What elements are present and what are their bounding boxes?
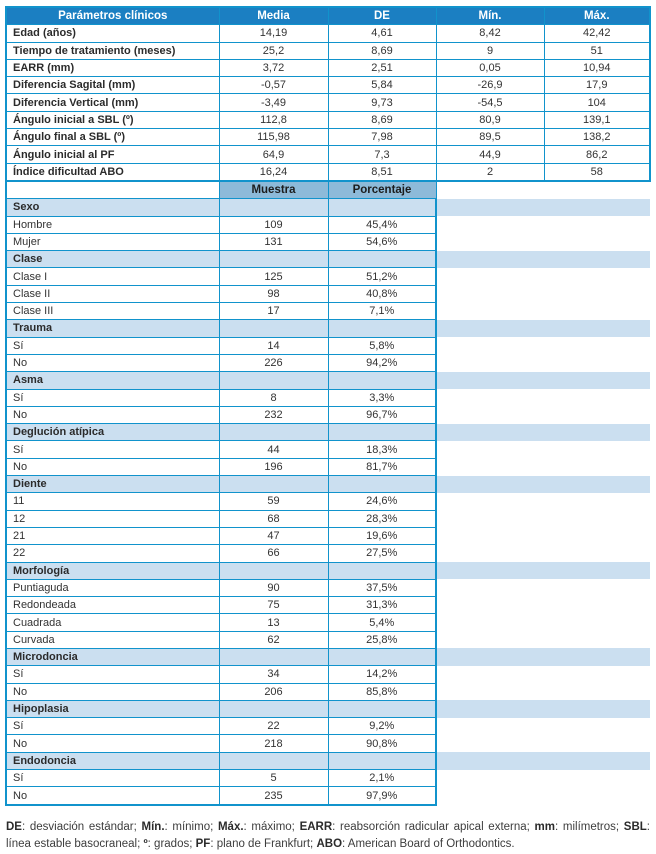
ghost-cell: [436, 458, 544, 475]
table-row: [6, 666, 650, 683]
ghost-cell: [436, 285, 544, 302]
param-label: Tiempo de tratamiento (meses): [6, 42, 219, 59]
table-row: [6, 545, 650, 562]
item-label: No: [6, 683, 219, 700]
table-row: [6, 163, 650, 181]
ghost-cell: [544, 354, 650, 371]
category-empty-cell: [219, 476, 328, 493]
sample-value: 17: [219, 303, 328, 320]
ghost-cell: [436, 735, 544, 752]
ghost-cell: [436, 199, 544, 216]
category-empty-cell: [328, 648, 436, 665]
sample-value: 206: [219, 683, 328, 700]
ghost-cell: [436, 527, 544, 544]
footnote-def: : desviación estándar;: [21, 820, 142, 833]
ghost-cell: [544, 493, 650, 510]
ghost-cell: [436, 579, 544, 596]
ghost-cell: [436, 372, 544, 389]
category-empty-cell: [219, 562, 328, 579]
stat-value: 17,9: [544, 77, 650, 94]
stat-value: 8,69: [328, 111, 436, 128]
sample-value: 235: [219, 787, 328, 805]
category-row: [6, 251, 650, 268]
item-label: Sí: [6, 666, 219, 683]
ghost-cell: [544, 614, 650, 631]
table-row: [6, 787, 650, 805]
ghost-cell: [544, 735, 650, 752]
sample-value: 14: [219, 337, 328, 354]
item-label: Sí: [6, 441, 219, 458]
table-row: [6, 285, 650, 302]
percent-value: 40,8%: [328, 285, 436, 302]
table-row: [6, 510, 650, 527]
stat-value: 10,94: [544, 59, 650, 76]
footnote-term: ABO: [316, 838, 343, 851]
percent-value: 24,6%: [328, 493, 436, 510]
footnote-term: DE: [6, 820, 22, 833]
percent-value: 2,1%: [328, 770, 436, 787]
ghost-cell: [544, 476, 650, 493]
item-label: Redondeada: [6, 597, 219, 614]
stat-value: 4,61: [328, 25, 436, 42]
category-empty-cell: [328, 372, 436, 389]
table-row: [6, 614, 650, 631]
ghost-cell: [436, 631, 544, 648]
table-row: [6, 25, 650, 42]
ghost-cell: [436, 268, 544, 285]
ghost-cell: [436, 251, 544, 268]
stat-value: 138,2: [544, 129, 650, 146]
stat-value: 42,42: [544, 25, 650, 42]
category-row: [6, 752, 650, 769]
category-empty-cell: [219, 320, 328, 337]
sample-value: 8: [219, 389, 328, 406]
percent-value: 19,6%: [328, 527, 436, 544]
category-label: Hipoplasia: [6, 700, 219, 717]
item-label: Sí: [6, 770, 219, 787]
sample-value: 232: [219, 406, 328, 423]
footnote-def: : American Board of Orthodontics.: [342, 838, 515, 851]
percent-value: 45,4%: [328, 216, 436, 233]
sample-value: 90: [219, 579, 328, 596]
sample-value: 226: [219, 354, 328, 371]
percent-value: 28,3%: [328, 510, 436, 527]
item-label: No: [6, 787, 219, 805]
col-header: DE: [328, 7, 436, 25]
category-label: Clase: [6, 251, 219, 268]
sample-value: 5: [219, 770, 328, 787]
footnote-term: PF: [195, 838, 211, 851]
stat-value: 58: [544, 163, 650, 181]
sample-value: 98: [219, 285, 328, 302]
ghost-cell: [544, 320, 650, 337]
ghost-cell: [436, 493, 544, 510]
percent-value: 51,2%: [328, 268, 436, 285]
table-row: [6, 42, 650, 59]
stat-value: 80,9: [436, 111, 544, 128]
footnote-term: Máx.: [217, 820, 244, 833]
ghost-cell: [544, 631, 650, 648]
item-label: No: [6, 458, 219, 475]
param-label: Ángulo inicial a SBL (º): [6, 111, 219, 128]
table-row: [6, 493, 650, 510]
ghost-cell: [544, 510, 650, 527]
percent-value: 27,5%: [328, 545, 436, 562]
percent-value: 14,2%: [328, 666, 436, 683]
param-label: Diferencia Vertical (mm): [6, 94, 219, 111]
category-empty-cell: [328, 320, 436, 337]
item-label: Sí: [6, 718, 219, 735]
category-label: Deglución atípica: [6, 424, 219, 441]
ghost-cell: [436, 354, 544, 371]
stat-value: 64,9: [219, 146, 328, 163]
percent-value: 85,8%: [328, 683, 436, 700]
stat-value: 2: [436, 163, 544, 181]
category-row: [6, 562, 650, 579]
ghost-cell: [544, 718, 650, 735]
sample-value: 68: [219, 510, 328, 527]
item-label: Clase II: [6, 285, 219, 302]
ghost-cell: [436, 648, 544, 665]
table-row: [6, 337, 650, 354]
item-label: Sí: [6, 337, 219, 354]
ghost-cell: [544, 458, 650, 475]
category-label: Diente: [6, 476, 219, 493]
param-label: Edad (años): [6, 25, 219, 42]
sample-value: 125: [219, 268, 328, 285]
stat-value: 8,69: [328, 42, 436, 59]
percent-value: 7,1%: [328, 303, 436, 320]
percent-value: 9,2%: [328, 718, 436, 735]
item-label: Clase I: [6, 268, 219, 285]
param-label: Índice dificultad ABO: [6, 163, 219, 181]
stat-value: 25,2: [219, 42, 328, 59]
ghost-cell: [544, 233, 650, 250]
sample-value: 218: [219, 735, 328, 752]
item-label: No: [6, 735, 219, 752]
category-label: Asma: [6, 372, 219, 389]
stat-value: 7,98: [328, 129, 436, 146]
item-label: No: [6, 406, 219, 423]
sample-value: 109: [219, 216, 328, 233]
category-row: [6, 700, 650, 717]
percent-value: 96,7%: [328, 406, 436, 423]
footnote-term: EARR: [299, 820, 333, 833]
ghost-cell: [436, 181, 544, 199]
ghost-cell: [544, 372, 650, 389]
item-label: 21: [6, 527, 219, 544]
ghost-cell: [436, 545, 544, 562]
item-label: Mujer: [6, 233, 219, 250]
table-row: [6, 770, 650, 787]
sample-col-header: Muestra: [219, 181, 328, 199]
category-label: Endodoncia: [6, 752, 219, 769]
ghost-cell: [544, 752, 650, 769]
ghost-cell: [436, 700, 544, 717]
ghost-cell: [544, 648, 650, 665]
ghost-cell: [544, 216, 650, 233]
sample-value: 47: [219, 527, 328, 544]
percent-value: 97,9%: [328, 787, 436, 805]
stat-value: -26,9: [436, 77, 544, 94]
category-empty-cell: [219, 251, 328, 268]
table-row: [6, 389, 650, 406]
stat-value: 104: [544, 94, 650, 111]
stat-value: 0,05: [436, 59, 544, 76]
percent-value: 25,8%: [328, 631, 436, 648]
category-empty-cell: [328, 476, 436, 493]
ghost-cell: [544, 579, 650, 596]
percent-value: 94,2%: [328, 354, 436, 371]
ghost-cell: [544, 251, 650, 268]
ghost-cell: [436, 389, 544, 406]
item-label: 12: [6, 510, 219, 527]
footnote-term: Mín.: [141, 820, 165, 833]
ghost-cell: [544, 683, 650, 700]
stat-value: -3,49: [219, 94, 328, 111]
col-header: Media: [219, 7, 328, 25]
table-row: [6, 441, 650, 458]
ghost-cell: [544, 545, 650, 562]
category-label: Trauma: [6, 320, 219, 337]
stat-value: -54,5: [436, 94, 544, 111]
percent-value: 37,5%: [328, 579, 436, 596]
category-empty-cell: [219, 424, 328, 441]
param-label: Ángulo final a SBL (º): [6, 129, 219, 146]
category-empty-cell: [219, 700, 328, 717]
ghost-cell: [544, 787, 650, 805]
percent-value: 3,3%: [328, 389, 436, 406]
percent-value: 18,3%: [328, 441, 436, 458]
footnote-term: mm: [534, 820, 555, 833]
sample-value: 13: [219, 614, 328, 631]
category-empty-cell: [328, 562, 436, 579]
sample-value: 59: [219, 493, 328, 510]
footnote-def: : reabsorción radicular apical externa;: [332, 820, 535, 833]
category-empty-cell: [219, 372, 328, 389]
stat-value: 3,72: [219, 59, 328, 76]
ghost-cell: [436, 233, 544, 250]
ghost-cell: [544, 199, 650, 216]
table-row: [6, 268, 650, 285]
stat-value: 8,42: [436, 25, 544, 42]
table-row: [6, 579, 650, 596]
percent-col-header: Porcentaje: [328, 181, 436, 199]
stat-value: 112,8: [219, 111, 328, 128]
category-empty-cell: [328, 424, 436, 441]
ghost-cell: [544, 527, 650, 544]
stat-value: 5,84: [328, 77, 436, 94]
table-row: [6, 406, 650, 423]
category-empty-cell: [219, 648, 328, 665]
ghost-cell: [436, 562, 544, 579]
percent-value: 5,8%: [328, 337, 436, 354]
ghost-cell: [544, 562, 650, 579]
item-label: Clase III: [6, 303, 219, 320]
stat-value: 86,2: [544, 146, 650, 163]
stat-value: 89,5: [436, 129, 544, 146]
ghost-cell: [544, 181, 650, 199]
percent-value: 5,4%: [328, 614, 436, 631]
item-label: 22: [6, 545, 219, 562]
ghost-cell: [544, 770, 650, 787]
stat-value: 2,51: [328, 59, 436, 76]
category-row: [6, 372, 650, 389]
footnote-def: : milímetros;: [555, 820, 624, 833]
category-row: [6, 424, 650, 441]
ghost-cell: [436, 752, 544, 769]
stat-value: 9,73: [328, 94, 436, 111]
ghost-cell: [544, 285, 650, 302]
percent-value: 31,3%: [328, 597, 436, 614]
table-row: [6, 94, 650, 111]
footnote-term: º: [143, 838, 148, 851]
category-empty-cell: [328, 752, 436, 769]
item-label: Cuadrada: [6, 614, 219, 631]
stat-value: 115,98: [219, 129, 328, 146]
category-row: [6, 476, 650, 493]
table-row: [6, 129, 650, 146]
subheader-spacer-cell: [6, 181, 219, 199]
sample-value: 22: [219, 718, 328, 735]
ghost-cell: [544, 406, 650, 423]
ghost-cell: [436, 216, 544, 233]
ghost-cell: [544, 337, 650, 354]
category-row: [6, 648, 650, 665]
sample-value: 131: [219, 233, 328, 250]
table-row: [6, 303, 650, 320]
category-empty-cell: [328, 700, 436, 717]
ghost-cell: [436, 337, 544, 354]
footnote-def: : mínimo;: [164, 820, 218, 833]
ghost-cell: [436, 424, 544, 441]
table-row: [6, 233, 650, 250]
category-empty-cell: [219, 199, 328, 216]
ghost-cell: [436, 476, 544, 493]
table-row: [6, 111, 650, 128]
ghost-cell: [436, 614, 544, 631]
stat-value: 16,24: [219, 163, 328, 181]
sample-value: 66: [219, 545, 328, 562]
footnote-def: : máximo;: [243, 820, 300, 833]
category-label: Morfología: [6, 562, 219, 579]
ghost-cell: [436, 303, 544, 320]
stat-value: 14,19: [219, 25, 328, 42]
table-row: [6, 458, 650, 475]
ghost-cell: [436, 683, 544, 700]
table-row: [6, 527, 650, 544]
stat-value: 8,51: [328, 163, 436, 181]
footnote-def: : grados;: [147, 838, 196, 851]
ghost-cell: [544, 700, 650, 717]
ghost-cell: [436, 441, 544, 458]
ghost-cell: [544, 268, 650, 285]
ghost-cell: [436, 666, 544, 683]
category-empty-cell: [219, 752, 328, 769]
table-row: [6, 59, 650, 76]
percent-value: 81,7%: [328, 458, 436, 475]
col-header: Máx.: [544, 7, 650, 25]
table-row: [6, 683, 650, 700]
ghost-cell: [544, 666, 650, 683]
footnote-def: : línea estable basocraneal;: [6, 820, 650, 851]
subheader-row: [6, 181, 650, 199]
table-row: [6, 631, 650, 648]
clinical-parameters-table: [5, 6, 651, 806]
ghost-cell: [436, 406, 544, 423]
stat-value: 44,9: [436, 146, 544, 163]
param-label: Ángulo inicial al PF: [6, 146, 219, 163]
table-row: [6, 354, 650, 371]
table-row: [6, 718, 650, 735]
percent-value: 54,6%: [328, 233, 436, 250]
footnote-term: SBL: [623, 820, 647, 833]
stat-value: 139,1: [544, 111, 650, 128]
stat-value: 51: [544, 42, 650, 59]
ghost-cell: [436, 718, 544, 735]
item-label: Puntiaguda: [6, 579, 219, 596]
stat-value: -0,57: [219, 77, 328, 94]
item-label: No: [6, 354, 219, 371]
ghost-cell: [436, 597, 544, 614]
category-empty-cell: [328, 251, 436, 268]
table-row: [6, 597, 650, 614]
sample-value: 34: [219, 666, 328, 683]
ghost-cell: [544, 597, 650, 614]
item-label: Curvada: [6, 631, 219, 648]
table-row: [6, 216, 650, 233]
col-header: Mín.: [436, 7, 544, 25]
category-empty-cell: [328, 199, 436, 216]
ghost-cell: [436, 320, 544, 337]
item-label: 11: [6, 493, 219, 510]
ghost-cell: [436, 510, 544, 527]
category-row: [6, 199, 650, 216]
stat-value: 7,3: [328, 146, 436, 163]
param-label: EARR (mm): [6, 59, 219, 76]
item-label: Hombre: [6, 216, 219, 233]
ghost-cell: [544, 389, 650, 406]
percent-value: 90,8%: [328, 735, 436, 752]
col-header: Parámetros clínicos: [6, 7, 219, 25]
ghost-cell: [544, 303, 650, 320]
param-label: Diferencia Sagital (mm): [6, 77, 219, 94]
ghost-cell: [544, 441, 650, 458]
stat-value: 9: [436, 42, 544, 59]
category-label: Sexo: [6, 199, 219, 216]
category-row: [6, 320, 650, 337]
sample-value: 196: [219, 458, 328, 475]
table-row: [6, 146, 650, 163]
item-label: Sí: [6, 389, 219, 406]
table-header-row: [6, 7, 650, 25]
ghost-cell: [544, 424, 650, 441]
footnote-def: : plano de Frankfurt;: [210, 838, 317, 851]
footnote: [6, 819, 650, 854]
sample-value: 75: [219, 597, 328, 614]
table-row: [6, 735, 650, 752]
sample-value: 62: [219, 631, 328, 648]
ghost-cell: [436, 770, 544, 787]
table-row: [6, 77, 650, 94]
category-label: Microdoncia: [6, 648, 219, 665]
sample-value: 44: [219, 441, 328, 458]
ghost-cell: [436, 787, 544, 805]
